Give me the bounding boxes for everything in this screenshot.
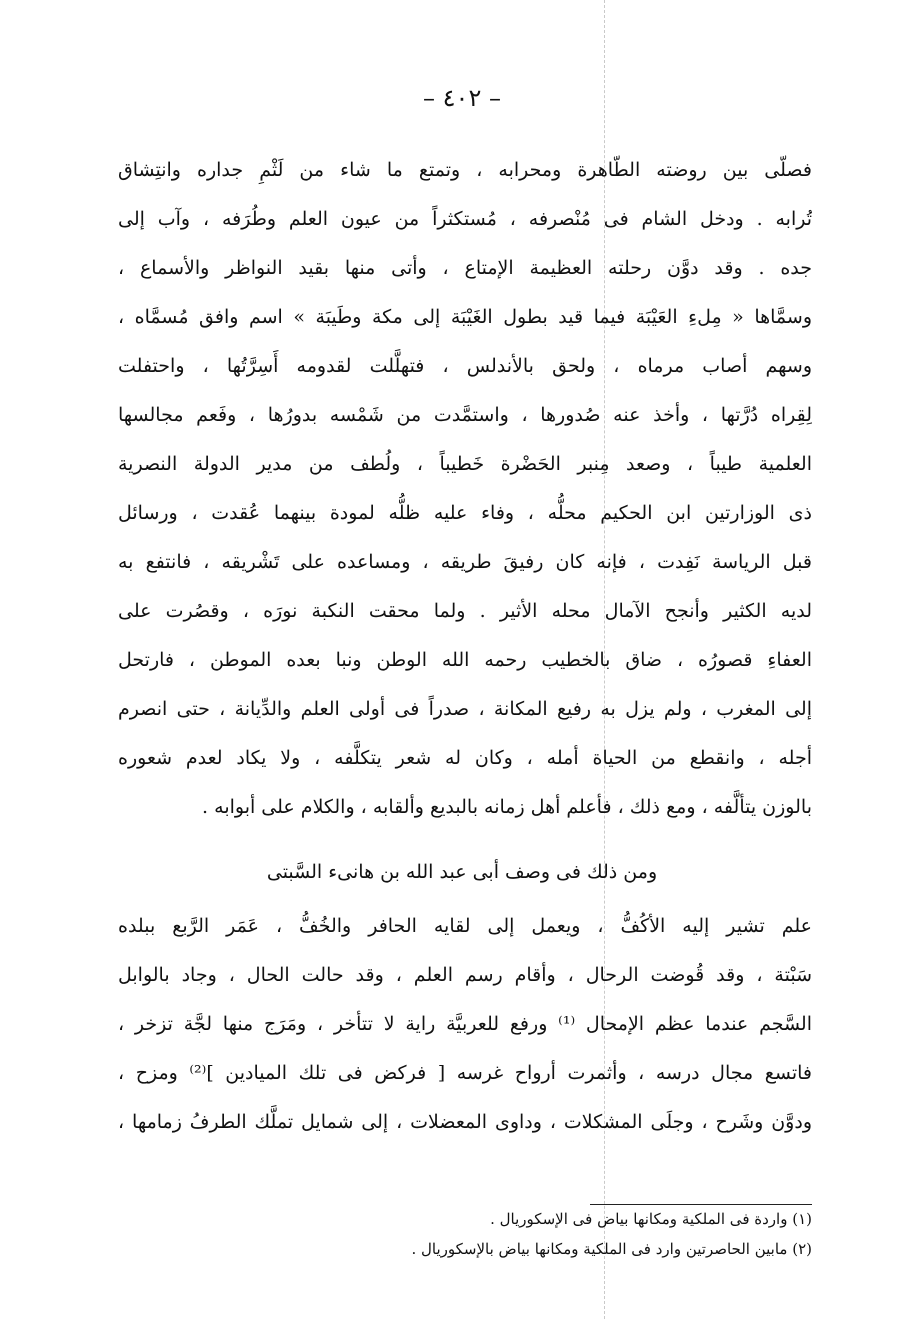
text-line: لديه الكثير وأنجح الآمال محله الأثير . ولما محقت النكبة نورَه ، وقصُرت على [118, 600, 812, 622]
text-line: علم تشير إليه الأكُفُّ ، ويعمل إلى لقايه الحافر والخُفُّ ، عَمَر الرَّبع ببلده [118, 915, 812, 937]
text-line: فصلّى بين روضته الطّاهرة ومحرابه ، وتمتع ما شاء من لَثْمِ جداره وانتِشاق [118, 159, 812, 181]
paragraph-1 [118, 146, 812, 832]
text-line: جده . وقد دوَّن رحلته العظيمة الإمتاع ، وأتى منها بقيد النواظر والأسماع ، [118, 257, 812, 279]
page-number: – ٤٠٢ – [423, 84, 501, 112]
text-line: العلمية طيباً ، وصعد مِنبر الحَضْرة خَطيباً ، ولُطف من مدير الدولة النصرية [118, 453, 812, 475]
text-line: إلى المغرب ، ولم يزل به رفيع المكانة ، صدراً فى أولى العلم والدِّيانة ، حتى انصرم [118, 698, 812, 720]
section-heading: ومن ذلك فى وصف أبى عبد الله بن هانىء السَّبتى [266, 861, 658, 883]
text-line: العفاءِ قصورُه ، ضاق بالخطيب رحمه الله الوطن ونبا بعده الموطن ، فارتحل [118, 649, 812, 671]
text-line: أجله ، وانقطع من الحياة أمله ، وكان له شعر يتكلَّفه ، ولا يكاد لعدم شعوره [118, 747, 812, 769]
footnote-1: (١) واردة فى الملكية ومكانها بياض فى الإسكوريال . [490, 1210, 812, 1228]
footnote-2: (٢) مابين الحاصرتين وارد فى الملكية ومكانها بياض بالإسكوريال . [411, 1240, 812, 1258]
text-line: ذى الوزارتين ابن الحكيم محلُّه ، وفاء عليه ظلُّه لمودة بينهما عُقدت ، ورسائل [118, 502, 812, 524]
text-line: لِقِراه دُرَّتها ، وأخذ عنه صُدورها ، واستمَّدت من شَمْسه بدورُها ، وفَعم مجالسها [118, 404, 812, 426]
text-line: وسهم أصاب مرماه ، ولحق بالأندلس ، فتهلَّلت لقدومه أَسِرَّتُها ، واحتفلت [118, 355, 812, 377]
text-line: ودوَّن وشَرح ، وجلَى المشكلات ، وداوى المعضلات ، إلى شمايل تملَّك الطرفُ زمامها ، [118, 1111, 812, 1133]
text-line: فاتسع مجال درسه ، وأثمرت أرواح غرسه [ فركض فى تلك الميادين ]⁽²⁾ ومزح ، [118, 1062, 812, 1084]
text-line: سَبْتة ، وقد قُوضت الرحال ، وأقام رسم العلم ، وقد حالت الحال ، وجاد بالوابل [118, 964, 812, 986]
text-line: وسمَّاها « مِلءِ العَيْبَة فيما قيد بطول الغَيْبَة إلى مكة وطَيبَة » اسم وافق مُسمَّاه ، [118, 306, 812, 328]
text-line: تُرابه . ودخل الشام فى مُنْصرفه ، مُستكثراً من عيون العلم وطُرَفه ، وآب إلى [118, 208, 812, 230]
text-line: قبل الرياسة نَفِدت ، فإنه كان رفيقَ طريقه ، ومساعده على تَشْريقه ، فانتفع به [118, 551, 812, 573]
paragraph-2 [118, 902, 812, 1147]
text-line: بالوزن يتألَّفه ، ومع ذلك ، فأعلم أهل زمانه بالبديع وألقابه ، والكلام على أبوابه . [202, 796, 812, 818]
footnotes [300, 1204, 812, 1264]
text-line: السَّجم عندما عظم الإمحال ⁽¹⁾ ورفع للعربيَّة راية لا تتأخر ، ومَرَج منها لجَّة تزخر ، [118, 1013, 812, 1035]
